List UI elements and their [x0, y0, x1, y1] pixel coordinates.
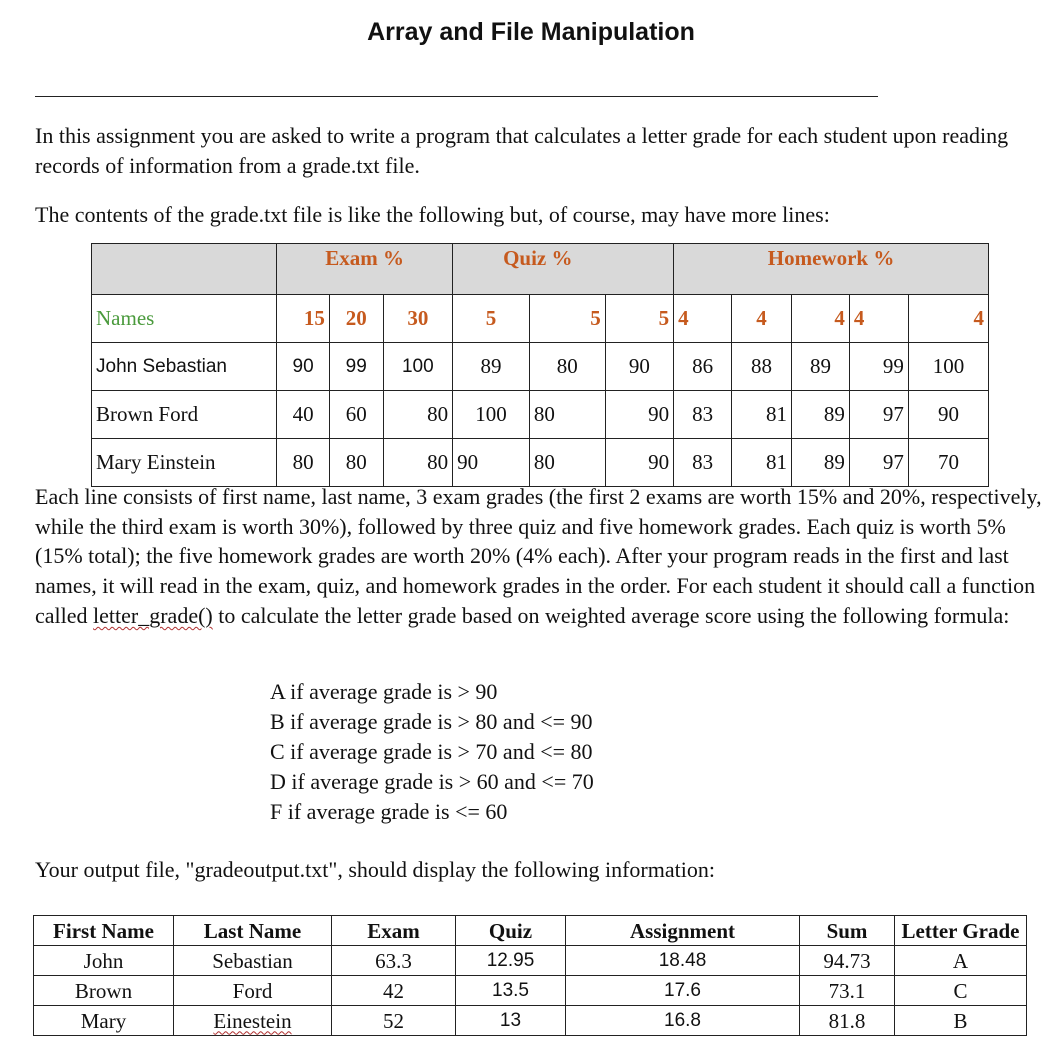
- weight-cell: 4: [792, 295, 850, 343]
- grade-cell: 83: [674, 439, 732, 487]
- grade-cell: 89: [792, 439, 850, 487]
- weight-cell: 20: [329, 295, 383, 343]
- weight-cell: 5: [529, 295, 605, 343]
- title-divider: [35, 96, 878, 97]
- output-header-row: [34, 916, 1027, 946]
- description-paragraph: [35, 482, 1050, 631]
- output-cell: Ford: [174, 976, 332, 1006]
- grade-cell: 81: [732, 391, 792, 439]
- weight-cell: 30: [383, 295, 452, 343]
- grade-cell: 89: [792, 391, 850, 439]
- contents-intro-paragraph: The contents of the grade.txt file is like the following but, of course, may have more lines:: [35, 202, 830, 227]
- page-title: Array and File Manipulation: [367, 18, 695, 46]
- output-header-cell: Quiz: [456, 916, 566, 946]
- grade-cell: 90: [605, 391, 673, 439]
- grade-cell: 89: [792, 343, 850, 391]
- output-row: [34, 946, 1027, 976]
- output-cell: 12.95: [456, 946, 566, 976]
- weights-row: [92, 295, 989, 343]
- grade-cell: 97: [849, 439, 908, 487]
- student-row: [92, 439, 989, 487]
- output-header-cell: Sum: [800, 916, 895, 946]
- grade-file-table: [91, 243, 989, 487]
- exam-group-header: Exam %: [277, 244, 453, 295]
- output-header-cell: Letter Grade: [895, 916, 1027, 946]
- output-header-cell: First Name: [34, 916, 174, 946]
- output-cell: 73.1: [800, 976, 895, 1006]
- grade-cell: 80: [329, 439, 383, 487]
- rule-line: F if average grade is <= 60: [270, 799, 508, 824]
- weight-cell: 15: [277, 295, 330, 343]
- grade-cell: 80: [529, 343, 605, 391]
- output-row: [34, 1006, 1027, 1036]
- grade-cell: 90: [277, 343, 330, 391]
- output-cell: 81.8: [800, 1006, 895, 1036]
- output-table: [33, 915, 1027, 1036]
- output-cell: B: [895, 1006, 1027, 1036]
- grade-cell: 86: [674, 343, 732, 391]
- output-cell: 42: [332, 976, 456, 1006]
- student-row: [92, 343, 989, 391]
- student-name: Brown Ford: [92, 391, 277, 439]
- group-header-row: [92, 244, 989, 295]
- description-text: Each line consists of first name, last name, 3 exam grades (the first 2 exams are worth 15% and 20%, respectively, while the third exam is worth 30%), followed by three quiz and five homework grades. Each quiz is worth 5% (15% total); the five homework grades are worth 20% (4% each). After your program reads in the first and last names, it will read in the exam, quiz, and homework grades in the order. For each student it should call a function called: [35, 484, 1042, 628]
- grade-cell: 80: [529, 439, 605, 487]
- output-cell: 17.6: [566, 976, 800, 1006]
- weight-cell: 4: [732, 295, 792, 343]
- student-name: Mary Einstein: [92, 439, 277, 487]
- description-text-end: to calculate the letter grade based on weighted average score using the following formula:: [212, 602, 1010, 628]
- grade-cell: 100: [383, 343, 452, 391]
- grade-cell: 80: [383, 391, 452, 439]
- output-cell: 94.73: [800, 946, 895, 976]
- grade-cell: 90: [453, 439, 530, 487]
- output-cell: Sebastian: [174, 946, 332, 976]
- names-label: Names: [92, 295, 277, 343]
- weight-cell: 4: [674, 295, 732, 343]
- function-name: letter_grade(): [93, 602, 213, 628]
- intro-paragraph: In this assignment you are asked to write a program that calculates a letter grade for each student upon reading records of information from a grade.txt file.: [35, 123, 1009, 178]
- header-empty-cell: [92, 244, 277, 295]
- output-cell: Mary: [34, 1006, 174, 1036]
- output-cell: 16.8: [566, 1006, 800, 1036]
- rule-line: A if average grade is > 90: [270, 679, 498, 704]
- student-name: John Sebastian: [92, 343, 277, 391]
- grade-cell: 81: [732, 439, 792, 487]
- weight-cell: 5: [605, 295, 673, 343]
- grade-cell: 90: [605, 439, 673, 487]
- student-row: [92, 391, 989, 439]
- quiz-group-header: Quiz %: [453, 244, 674, 295]
- rule-line: D if average grade is > 60 and <= 70: [270, 769, 594, 794]
- output-cell: C: [895, 976, 1027, 1006]
- grade-cell: 70: [908, 439, 988, 487]
- grade-cell: 90: [605, 343, 673, 391]
- output-row: [34, 976, 1027, 1006]
- rule-line: C if average grade is > 70 and <= 80: [270, 739, 593, 764]
- output-cell: 52: [332, 1006, 456, 1036]
- grading-rules: [270, 677, 594, 827]
- output-header-cell: Last Name: [174, 916, 332, 946]
- grade-cell: 80: [529, 391, 605, 439]
- output-cell: [174, 1006, 332, 1036]
- grade-cell: 40: [277, 391, 330, 439]
- grade-cell: 99: [329, 343, 383, 391]
- output-cell: 18.48: [566, 946, 800, 976]
- grade-cell: 88: [732, 343, 792, 391]
- grade-cell: 60: [329, 391, 383, 439]
- output-cell: 13: [456, 1006, 566, 1036]
- weight-cell: 5: [453, 295, 530, 343]
- output-intro-paragraph: Your output file, "gradeoutput.txt", should display the following information:: [35, 857, 715, 882]
- grade-cell: 97: [849, 391, 908, 439]
- grade-cell: 99: [849, 343, 908, 391]
- weight-cell: 4: [849, 295, 908, 343]
- grade-cell: 90: [908, 391, 988, 439]
- grade-cell: 83: [674, 391, 732, 439]
- weight-cell: 4: [908, 295, 988, 343]
- output-header-cell: Assignment: [566, 916, 800, 946]
- output-cell: Brown: [34, 976, 174, 1006]
- grade-cell: 80: [277, 439, 330, 487]
- grade-cell: 89: [453, 343, 530, 391]
- output-header-cell: Exam: [332, 916, 456, 946]
- rule-line: B if average grade is > 80 and <= 90: [270, 709, 593, 734]
- grade-cell: 100: [453, 391, 530, 439]
- output-cell: John: [34, 946, 174, 976]
- homework-group-header: Homework %: [674, 244, 989, 295]
- grade-cell: 100: [908, 343, 988, 391]
- output-cell-text: Einestein: [213, 1008, 292, 1033]
- output-cell: 63.3: [332, 946, 456, 976]
- grade-cell: 80: [383, 439, 452, 487]
- output-cell: 13.5: [456, 976, 566, 1006]
- output-cell: A: [895, 946, 1027, 976]
